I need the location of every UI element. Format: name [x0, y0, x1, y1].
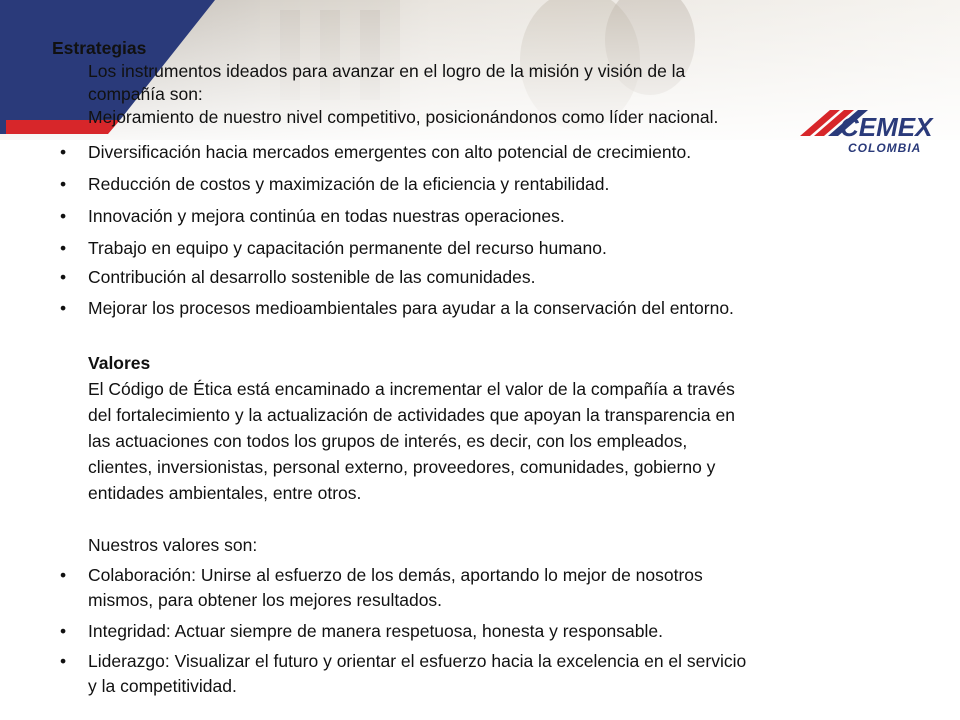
bullet-dot: • [60, 267, 67, 287]
estrategias-intro-line: compañía son: [88, 84, 203, 104]
valores-paragraph-line: entidades ambientales, entre otros. [88, 483, 362, 503]
bullet-dot: • [60, 298, 67, 318]
logo-text: CEMEX [840, 112, 933, 142]
estrategias-intro-line: Los instrumentos ideados para avanzar en el logro de la misión y visión de la [88, 61, 686, 81]
bullet-dot: • [60, 174, 67, 194]
bullet-dot: • [60, 238, 67, 258]
valores-paragraph-line: clientes, inversionistas, personal externo, proveedores, comunidades, gobierno y [88, 457, 716, 477]
valores-paragraph-line: del fortalecimiento y la actualización de actividades que apoyan la transparencia en [88, 405, 735, 425]
estrategia-item: Trabajo en equipo y capacitación permanente del recurso humano. [88, 238, 607, 258]
valor-item-line: Integridad: Actuar siempre de manera respetuosa, honesta y responsable. [88, 621, 663, 641]
bullet-dot: • [60, 206, 67, 226]
valores-paragraph-line: El Código de Ética está encaminado a incrementar el valor de la compañía a través [88, 379, 735, 399]
estrategia-item: Diversificación hacia mercados emergentes con alto potencial de crecimiento. [88, 142, 692, 162]
bullet-dot: • [60, 621, 67, 641]
estrategias-intro-line: Mejoramiento de nuestro nivel competitivo, posicionándonos como líder nacional. [88, 107, 719, 127]
estrategia-item: Reducción de costos y maximización de la eficiencia y rentabilidad. [88, 174, 610, 194]
valores-intro: Nuestros valores son: [88, 535, 258, 555]
bullet-dot: • [60, 651, 67, 671]
estrategia-item: Mejorar los procesos medioambientales para ayudar a la conservación del entorno. [88, 298, 734, 318]
estrategia-item: Contribución al desarrollo sostenible de las comunidades. [88, 267, 536, 287]
valor-item-line: y la competitividad. [88, 676, 237, 696]
valor-item-line: Colaboración: Unirse al esfuerzo de los demás, aportando lo mejor de nosotros [88, 565, 703, 585]
estrategias-title: Estrategias [52, 38, 147, 58]
bullet-dot: • [60, 142, 67, 162]
estrategia-item: Innovación y mejora continúa en todas nuestras operaciones. [88, 206, 565, 226]
valores-title: Valores [88, 353, 151, 373]
valor-item-line: Liderazgo: Visualizar el futuro y orientar el esfuerzo hacia la excelencia en el servicio [88, 651, 747, 671]
bullet-dot: • [60, 565, 67, 585]
logo-subtext: COLOMBIA [848, 141, 922, 155]
valor-item-line: mismos, para obtener los mejores resultados. [88, 590, 443, 610]
valores-paragraph-line: las actuaciones con todos los grupos de interés, es decir, con los empleados, [88, 431, 688, 451]
